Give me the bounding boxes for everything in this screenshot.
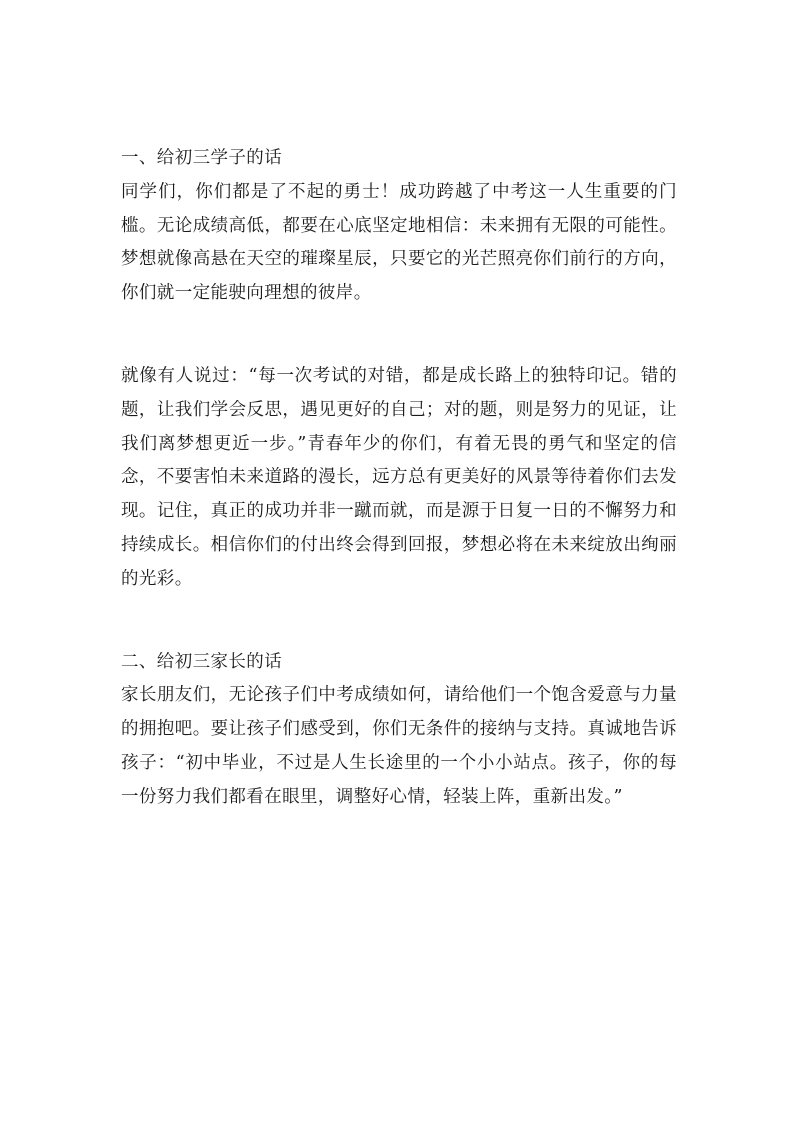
section-students: [121, 142, 677, 597]
document-body: [121, 142, 677, 815]
section-parents: [121, 646, 677, 815]
paragraph-students-quote: 就像有人说过：“每一次考试的对错，都是成长路上的独特印记。错的题，让我们学会反思，遇见更好的自己；对的题，则是努力的见证，让我们离梦想更近一步。”青春年少的你们，有着无畏的勇气和坚定的信念，不要害怕未来道路的漫长，远方总有更美好的风景等待着你们去发现。记住，真正的成功并非一蹴而就，而是源于日复一日的不懈努力和持续成长。相信你们的付出终会得到回报，梦想必将在未来绽放出绚丽的光彩。: [121, 365, 677, 589]
paragraph-students-encouragement: 同学们，你们都是了不起的勇士！成功跨越了中考这一人生重要的门槛。无论成绩高低，都要在心底坚定地相信：未来拥有无限的可能性。梦想就像高悬在天空的璀璨星辰，只要它的光芒照亮你们前行的方向，你们就一定能驶向理想的彼岸。: [121, 181, 677, 304]
paragraph-parents-message: 家长朋友们，无论孩子们中考成绩如何，请给他们一个饱含爱意与力量的拥抱吧。要让孩子们感受到，你们无条件的接纳与支持。真诚地告诉孩子：“初中毕业，不过是人生长途里的一个小小站点。孩子，你的每一份努力我们都看在眼里，调整好心情，轻装上阵，重新出发。”: [121, 685, 677, 807]
section-heading-students: 一、给初三学子的话: [121, 148, 283, 168]
section-spacer: [121, 597, 677, 646]
section-heading-parents: 二、给初三家长的话: [121, 651, 283, 672]
paragraph-spacer: [121, 311, 677, 360]
